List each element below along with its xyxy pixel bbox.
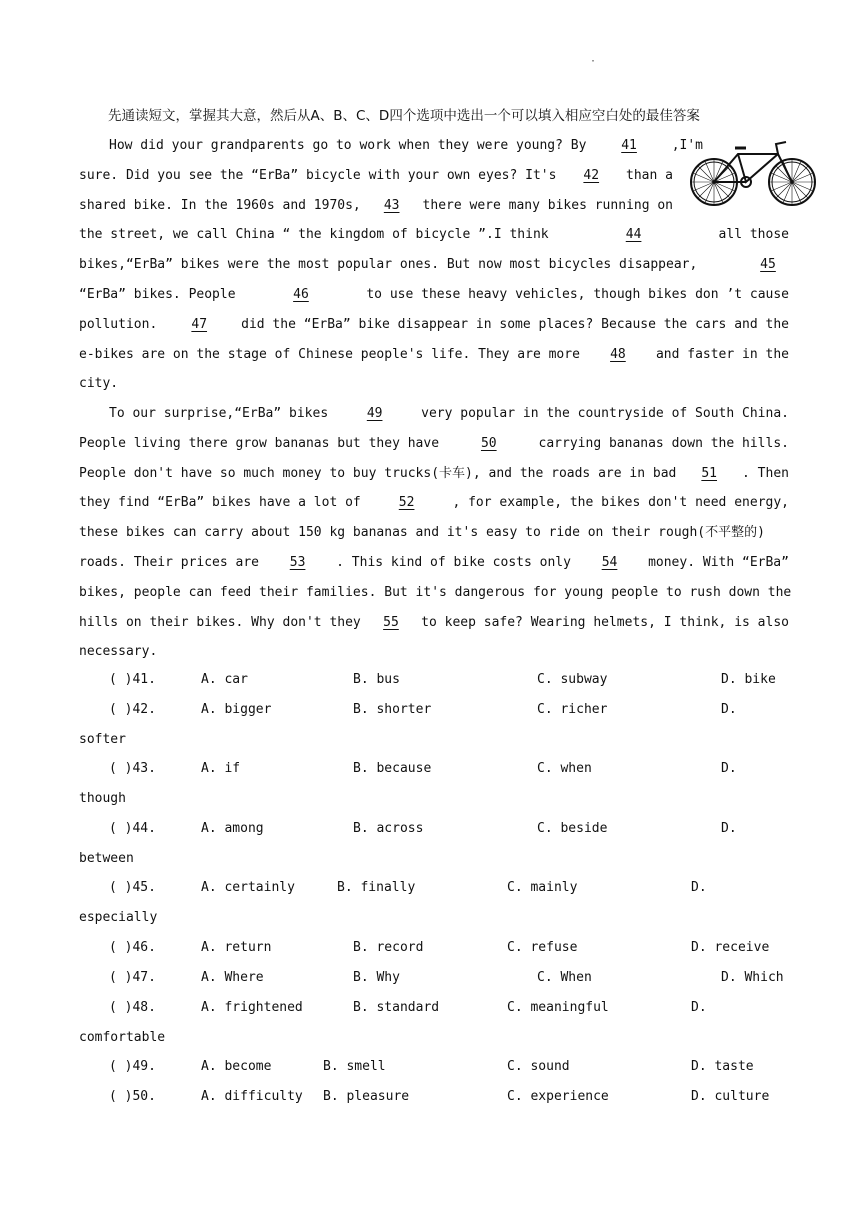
passage-line bbox=[79, 429, 789, 459]
option-d-continued[interactable]: softer bbox=[79, 732, 126, 747]
passage-line bbox=[79, 310, 789, 340]
answer-blank: 49 bbox=[366, 406, 383, 421]
option-c[interactable]: C. refuse bbox=[507, 940, 578, 955]
option-c[interactable]: C. meaningful bbox=[507, 1000, 609, 1015]
passage-text: to use these heavy vehicles, though bikes don ’t cause bbox=[366, 286, 789, 302]
option-b[interactable]: B. smell bbox=[323, 1059, 386, 1074]
passage-text: there were many bikes running on bbox=[422, 197, 673, 213]
option-d[interactable]: D. bbox=[691, 880, 707, 895]
option-a[interactable]: A. among bbox=[201, 821, 264, 836]
option-a[interactable]: A. certainly bbox=[201, 880, 295, 895]
passage-line bbox=[79, 131, 703, 161]
passage-line bbox=[79, 191, 673, 221]
answer-blank: 51 bbox=[701, 465, 718, 481]
question-row bbox=[79, 880, 799, 900]
passage-line bbox=[79, 459, 789, 489]
passage-text: . This kind of bike costs only bbox=[336, 554, 571, 570]
option-c[interactable]: C. subway bbox=[537, 672, 608, 687]
option-b[interactable]: B. shorter bbox=[353, 702, 432, 717]
option-c[interactable]: C. sound bbox=[507, 1059, 570, 1074]
passage-paragraph-2 bbox=[79, 399, 792, 667]
option-d[interactable]: D. receive bbox=[691, 940, 770, 955]
bicycle-icon bbox=[688, 136, 818, 212]
option-b[interactable]: B. record bbox=[353, 940, 424, 955]
option-c[interactable]: C. when bbox=[537, 761, 592, 776]
option-c[interactable]: C. beside bbox=[537, 821, 608, 836]
passage-text: did the “ErBa” bike disappear in some places? Because the cars and the bbox=[241, 316, 789, 332]
option-d[interactable]: D. culture bbox=[691, 1089, 770, 1104]
answer-blank: 42 bbox=[583, 167, 600, 183]
option-a[interactable]: A. return bbox=[201, 940, 272, 955]
passage-text: People living there grow bananas but they have bbox=[79, 435, 440, 451]
passage-line bbox=[79, 578, 792, 608]
passage-text: ,I'm bbox=[671, 138, 703, 153]
question-row bbox=[79, 940, 799, 960]
option-d[interactable]: D. bbox=[721, 761, 737, 776]
answer-blank: 43 bbox=[383, 197, 400, 213]
passage-line bbox=[79, 548, 789, 578]
answer-blank: 48 bbox=[610, 346, 626, 362]
question-number: ( )47. bbox=[109, 970, 156, 985]
passage-text: hills on their bikes. Why don't they bbox=[79, 614, 361, 630]
passage-line bbox=[79, 518, 789, 548]
passage-text: necessary. bbox=[79, 644, 158, 660]
option-a[interactable]: A. bigger bbox=[201, 702, 272, 717]
question-row bbox=[79, 1000, 799, 1020]
passage-text: shared bike. In the 1960s and 1970s, bbox=[79, 197, 361, 213]
question-number: ( )41. bbox=[109, 672, 156, 687]
passage-line bbox=[79, 399, 789, 429]
option-c[interactable]: C. mainly bbox=[507, 880, 578, 895]
instruction: 先通读短文，掌握其大意，然后从A、B、C、D四个选项中选出一个可以填入相应空白处的最佳答案 bbox=[108, 108, 700, 124]
option-c[interactable]: C. experience bbox=[507, 1089, 609, 1104]
passage-text: money. With “ErBa” bbox=[648, 554, 789, 570]
question-number: ( )46. bbox=[109, 940, 156, 955]
question-row bbox=[79, 1059, 799, 1079]
question-number: ( )49. bbox=[109, 1059, 156, 1074]
option-b[interactable]: B. across bbox=[353, 821, 424, 836]
option-d-continued[interactable]: though bbox=[79, 791, 126, 806]
passage-line bbox=[79, 280, 789, 310]
passage-line bbox=[79, 220, 789, 250]
passage-text: city. bbox=[79, 376, 119, 392]
passage-line bbox=[79, 161, 673, 191]
passage-text: and faster in the bbox=[655, 346, 789, 362]
passage-text: e-bikes are on the stage of Chinese people's life. They are more bbox=[79, 346, 580, 362]
answer-blank: 47 bbox=[191, 316, 208, 332]
passage-line bbox=[79, 369, 789, 399]
question-row bbox=[79, 761, 799, 781]
option-d-continued[interactable]: between bbox=[79, 851, 134, 866]
option-a[interactable]: A. Where bbox=[201, 970, 264, 985]
passage-text: the street, we call China “ the kingdom of bicycle ”.I think bbox=[79, 227, 549, 243]
passage-text: than a bbox=[626, 167, 673, 183]
answer-blank: 55 bbox=[383, 614, 399, 630]
passage-text: roads. Their prices are bbox=[79, 554, 260, 570]
passage-text: “ErBa” bikes. People bbox=[79, 286, 236, 302]
option-b[interactable]: B. standard bbox=[353, 1000, 440, 1015]
passage-line bbox=[79, 340, 789, 370]
passage-line bbox=[79, 608, 789, 638]
question-row bbox=[79, 821, 799, 841]
passage-text: bikes,“ErBa” bikes were the most popular ones. But now most bicycles disappear, bbox=[79, 257, 698, 273]
passage-line bbox=[79, 250, 789, 280]
answer-blank: 46 bbox=[293, 286, 309, 302]
option-a[interactable]: A. become bbox=[201, 1059, 272, 1074]
option-d[interactable]: D. Which bbox=[721, 970, 784, 985]
option-b[interactable]: B. bus bbox=[353, 672, 400, 687]
passage-text: all those bbox=[718, 227, 789, 243]
answer-blank: 52 bbox=[398, 495, 415, 511]
question-row bbox=[79, 1089, 799, 1109]
question-number: ( )44. bbox=[109, 821, 156, 836]
question-number: ( )42. bbox=[109, 702, 156, 717]
passage-text: to keep safe? Wearing helmets, I think, is also bbox=[421, 614, 789, 630]
passage-text: carrying bananas down the hills. bbox=[538, 435, 789, 451]
option-b[interactable]: B. Why bbox=[353, 970, 400, 985]
passage-text: . Then bbox=[742, 465, 789, 481]
answer-blank: 50 bbox=[480, 435, 497, 451]
answer-blank: 53 bbox=[289, 554, 306, 570]
option-d[interactable]: D. bbox=[691, 1000, 707, 1015]
option-a[interactable]: A. difficulty bbox=[201, 1089, 303, 1104]
option-b[interactable]: B. because bbox=[353, 761, 432, 776]
option-b[interactable]: B. finally bbox=[337, 880, 416, 895]
answer-blank: 45 bbox=[760, 257, 776, 273]
option-d-continued[interactable]: especially bbox=[79, 910, 158, 925]
answer-blank: 44 bbox=[625, 227, 642, 243]
option-c[interactable]: C. richer bbox=[537, 702, 608, 717]
option-a[interactable]: A. car bbox=[201, 672, 248, 687]
passage-text: pollution. bbox=[79, 316, 158, 332]
question-number: ( )48. bbox=[109, 1000, 156, 1015]
option-d[interactable]: D. bbox=[721, 821, 737, 836]
passage-text: , for example, the bikes don't need energy, bbox=[452, 495, 789, 511]
passage-line bbox=[79, 637, 789, 667]
passage-paragraph-1 bbox=[79, 131, 789, 399]
passage-text: very popular in the countryside of South China. bbox=[421, 406, 789, 421]
option-b[interactable]: B. pleasure bbox=[323, 1089, 410, 1104]
answer-blank: 54 bbox=[601, 554, 618, 570]
question-number: ( )45. bbox=[109, 880, 156, 895]
passage-line bbox=[79, 488, 789, 518]
option-a[interactable]: A. frightened bbox=[201, 1000, 303, 1015]
answer-blank: 41 bbox=[621, 138, 637, 153]
option-d-continued[interactable]: comfortable bbox=[79, 1030, 166, 1045]
question-number: ( )43. bbox=[109, 761, 156, 776]
option-a[interactable]: A. if bbox=[201, 761, 241, 776]
option-c[interactable]: C. When bbox=[537, 970, 592, 985]
passage-text: they find “ErBa” bikes have a lot of bbox=[79, 495, 361, 511]
option-d[interactable]: D. taste bbox=[691, 1059, 754, 1074]
header-mark: · bbox=[590, 56, 597, 67]
question-number: ( )50. bbox=[109, 1089, 156, 1104]
question-row bbox=[79, 702, 799, 722]
passage-text: bikes, people can feed their families. But it's dangerous for young people to rush down the bbox=[79, 584, 792, 600]
passage-text: To our surprise,“ErBa” bikes bbox=[109, 406, 329, 421]
option-d[interactable]: D. bbox=[721, 702, 737, 717]
question-row bbox=[79, 672, 799, 692]
passage-text: People don't have so much money to buy trucks(卡车), and the roads are in bad bbox=[79, 465, 677, 481]
option-d[interactable]: D. bike bbox=[721, 672, 776, 687]
question-row bbox=[79, 970, 799, 990]
passage-text: sure. Did you see the “ErBa” bicycle with your own eyes? It's bbox=[79, 167, 557, 183]
passage-text: these bikes can carry about 150 kg bananas and it's easy to ride on their rough(不平整的) bbox=[79, 525, 765, 541]
passage-text: How did your grandparents go to work when they were young? By bbox=[109, 138, 587, 153]
